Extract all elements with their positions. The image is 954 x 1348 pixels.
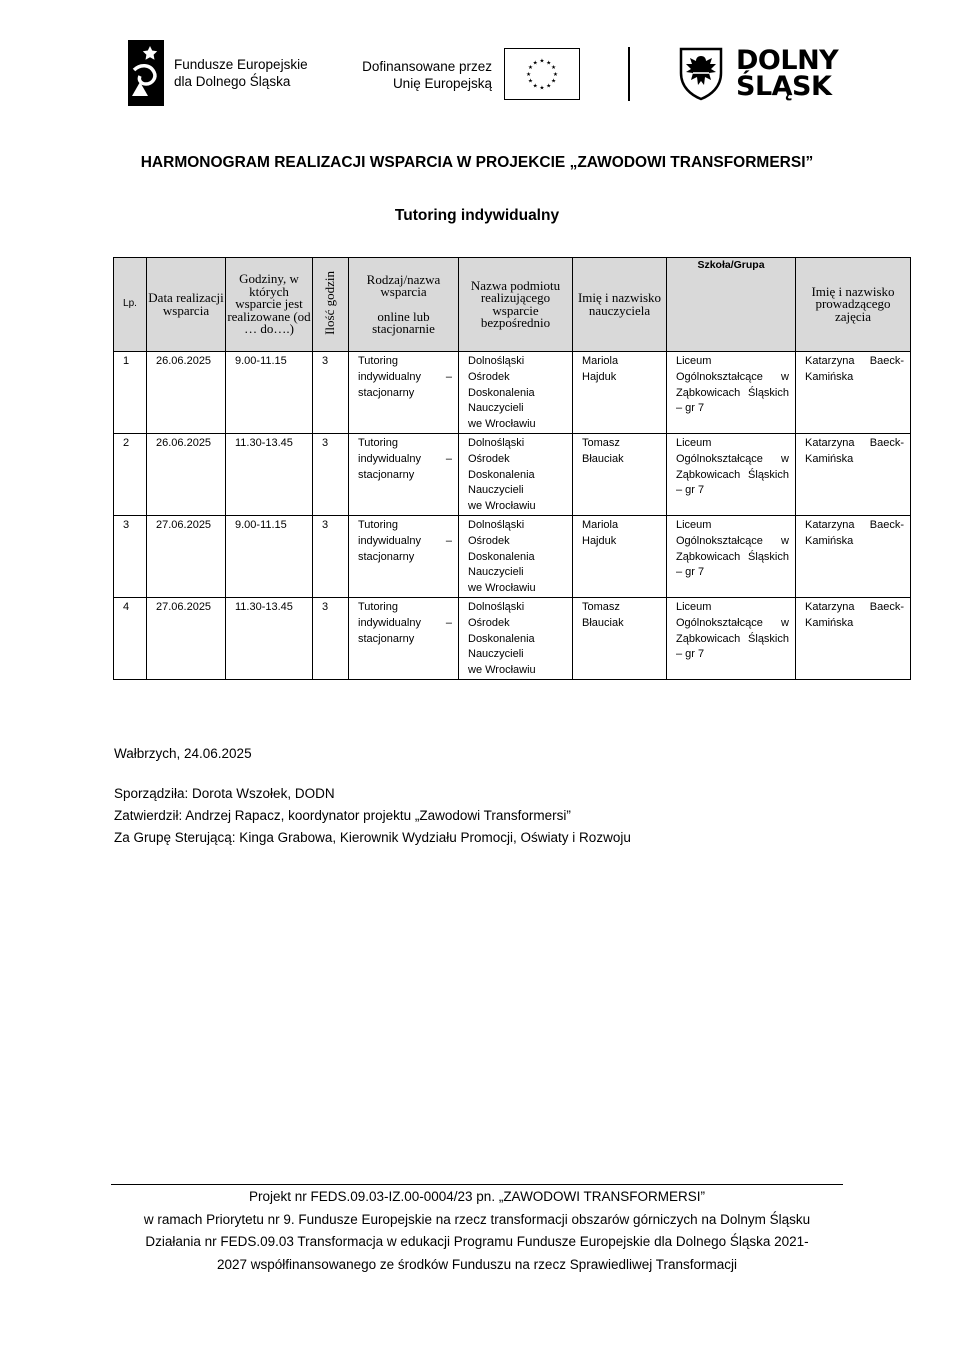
schedule-table — [113, 257, 911, 680]
logo-separator — [628, 47, 630, 101]
header-hours: Godziny, w których wsparcie jest realizowane (od … do….) — [226, 258, 313, 352]
cell-type — [349, 597, 459, 679]
svg-text:★: ★ — [550, 78, 557, 85]
fe-emblem-icon — [128, 40, 164, 106]
svg-text:★: ★ — [539, 58, 545, 65]
cell-entity-line: Nauczycieli — [468, 484, 524, 497]
approved-by: Zatwierdził: Andrzej Rapacz, koordynator projektu „Zawodowi Transformersi” — [114, 808, 571, 823]
cell-entity-line: Ośrodek — [468, 534, 510, 547]
cell-entity-line: Nauczycieli — [468, 648, 524, 661]
cell-type — [349, 433, 459, 515]
cell-teacher — [573, 433, 667, 515]
cell-teacher-line: Hajduk — [582, 370, 617, 383]
cell-instructor-line: Kamińska — [805, 534, 854, 547]
cell-hours: 11.30-13.45 — [226, 433, 313, 515]
cell-school-line: Ząbkowicach Śląskich — [676, 468, 789, 481]
cell-teacher-line: Hajduk — [582, 534, 617, 547]
cell-type-line: indywidualny – — [358, 616, 452, 629]
cell-school-line: – gr 7 — [676, 402, 705, 415]
cell-instructor — [796, 352, 911, 434]
header-school: Szkoła/Grupa — [667, 258, 796, 352]
svg-text:★: ★ — [546, 60, 552, 67]
cell-entity-line: Dolnośląski — [468, 518, 525, 531]
eu-logo — [348, 48, 580, 102]
cell-entity-line: Dolnośląski — [468, 355, 525, 367]
eu-line1: Dofinansowane przez — [362, 59, 492, 74]
fe-line1: Fundusze Europejskie — [174, 57, 308, 72]
svg-text:★: ★ — [525, 71, 532, 78]
cell-entity-line: Doskonalenia — [468, 468, 535, 481]
cell-school-line: Liceum — [676, 355, 712, 367]
footer-line-3: Działania nr FEDS.09.03 Transformacja w edukacji Programu Fundusze Europejskie dla Dolnego Śląska 2021- — [145, 1234, 809, 1249]
cell-teacher-line: Błauciak — [582, 452, 624, 465]
cell-school-line: Ząbkowicach Śląskich — [676, 632, 789, 645]
fe-logo-text — [174, 56, 308, 90]
cell-type-line: Tutoring — [358, 518, 398, 531]
cell-school-line: Liceum — [676, 436, 712, 449]
cell-type-line: Tutoring — [358, 600, 398, 613]
header-count-label: Ilość godzin — [322, 271, 338, 336]
cell-type-line: indywidualny – — [358, 534, 452, 547]
cell-instructor-line: Kamińska — [805, 616, 854, 629]
cell-date: 26.06.2025 — [147, 433, 226, 515]
cell-type-line: Tutoring — [358, 355, 398, 367]
header-instructor: Imię i nazwisko prowadzącego zajęcia — [796, 258, 911, 352]
prepared-by: Sporządziła: Dorota Wszołek, DODN — [114, 786, 335, 801]
cell-entity-line: Ośrodek — [468, 616, 510, 629]
table-row — [114, 352, 911, 434]
cell-type-line: stacjonarny — [358, 550, 415, 563]
cell-instructor — [796, 515, 911, 597]
table-row — [114, 597, 911, 679]
cell-instructor-line: Katarzyna Baeck- — [805, 355, 904, 367]
cell-hours: 9.00-11.15 — [226, 515, 313, 597]
cell-date: 26.06.2025 — [147, 352, 226, 434]
header-count — [313, 258, 349, 352]
cell-school — [667, 515, 796, 597]
cell-date: 27.06.2025 — [147, 515, 226, 597]
svg-text:★: ★ — [552, 71, 559, 78]
cell-type — [349, 515, 459, 597]
header-type — [349, 258, 459, 352]
cell-school — [667, 352, 796, 434]
cell-count: 3 — [313, 597, 349, 679]
cell-entity — [459, 597, 573, 679]
header-entity: Nazwa podmiotu realizującego wsparcie bezpośrednio — [459, 258, 573, 352]
cell-hours: 11.30-13.45 — [226, 597, 313, 679]
table-header-row — [114, 258, 911, 352]
cell-school-line: – gr 7 — [676, 648, 705, 661]
cell-school-line: – gr 7 — [676, 566, 705, 579]
cell-entity — [459, 515, 573, 597]
cell-entity — [459, 433, 573, 515]
header-teacher: Imię i nazwisko nauczyciela — [573, 258, 667, 352]
document-title: HARMONOGRAM REALIZACJI WSPARCIA W PROJEKCIE „ZAWODOWI TRANSFORMERSI” — [140, 154, 814, 171]
eu-flag-icon — [504, 48, 580, 100]
cell-entity-line: Dolnośląski — [468, 600, 525, 613]
dolny-slask-logo — [678, 46, 848, 104]
cell-type-line: Tutoring — [358, 436, 398, 449]
cell-entity-line: Doskonalenia — [468, 386, 535, 399]
cell-school-line: – gr 7 — [676, 484, 705, 497]
cell-type-line: stacjonarny — [358, 468, 415, 481]
table-row — [114, 515, 911, 597]
cell-instructor-line: Katarzyna Baeck- — [805, 518, 904, 531]
footer-line-4: 2027 współfinansowanego ze środków Funduszu na rzecz Sprawiedliwej Transformacji — [216, 1256, 737, 1272]
footer-divider — [111, 1184, 843, 1185]
cell-teacher-line: Mariola — [582, 355, 619, 367]
cell-school-line: Ogólnokształcące w — [676, 534, 789, 547]
cell-instructor-line: Kamińska — [805, 452, 854, 465]
cell-type-line: stacjonarny — [358, 386, 415, 399]
header-lp: Lp. — [114, 258, 147, 352]
cell-lp: 3 — [114, 515, 147, 597]
cell-entity-line: Ośrodek — [468, 370, 510, 383]
ds-line1: DOLNY — [736, 45, 839, 76]
cell-entity-line: we Wrocławiu — [468, 582, 536, 595]
cell-hours: 9.00-11.15 — [226, 352, 313, 434]
fe-line2: dla Dolnego Śląska — [174, 74, 291, 89]
cell-entity-line: we Wrocławiu — [468, 664, 536, 677]
cell-school-line: Ogólnokształcące w — [676, 452, 789, 465]
cell-lp: 2 — [114, 433, 147, 515]
cell-school-line: Liceum — [676, 600, 712, 613]
fe-logo — [128, 40, 328, 108]
cell-school-line: Ogólnokształcące w — [676, 616, 789, 629]
cell-teacher — [573, 515, 667, 597]
eagle-shield-icon — [678, 46, 724, 102]
footer-line-2: w ramach Priorytetu nr 9. Fundusze Europejskie na rzecz transformacji obszarów górniczych na Dolnym Śląsku — [143, 1211, 811, 1227]
cell-entity — [459, 352, 573, 434]
cell-instructor-line: Kamińska — [805, 370, 854, 383]
cell-teacher — [573, 352, 667, 434]
cell-entity-line: Nauczycieli — [468, 566, 524, 579]
cell-type-line: indywidualny – — [358, 452, 452, 465]
header-type-top: Rodzaj/nazwa wsparcia — [366, 271, 441, 299]
svg-text:★: ★ — [550, 65, 557, 72]
cell-entity-line: Nauczycieli — [468, 402, 524, 415]
cell-type — [349, 352, 459, 434]
cell-school-line: Ząbkowicach Śląskich — [676, 550, 789, 563]
cell-instructor-line: Katarzyna Baeck- — [805, 436, 904, 449]
cell-entity-line: we Wrocławiu — [468, 500, 536, 513]
svg-text:★: ★ — [532, 83, 538, 90]
cell-date: 27.06.2025 — [147, 597, 226, 679]
steering-group: Za Grupę Sterującą: Kinga Grabowa, Kierownik Wydziału Promocji, Oświaty i Rozwoju — [114, 830, 631, 845]
cell-entity-line: Doskonalenia — [468, 632, 535, 645]
document-subtitle: Tutoring indywidualny — [394, 207, 560, 224]
cell-lp: 1 — [114, 352, 147, 434]
eu-logo-text — [362, 58, 492, 92]
cell-type-line: indywidualny – — [358, 370, 452, 383]
svg-text:★: ★ — [527, 78, 534, 85]
cell-teacher-line: Tomasz — [582, 600, 620, 613]
cell-school-line: Ogólnokształcące w — [676, 370, 789, 383]
footer-line-1: Projekt nr FEDS.09.03-IZ.00-0004/23 pn. „ZAWODOWI TRANSFORMERSI” — [248, 1189, 706, 1204]
cell-teacher — [573, 597, 667, 679]
footer — [0, 1186, 954, 1276]
table-row — [114, 433, 911, 515]
cell-instructor-line: Katarzyna Baeck- — [805, 600, 904, 613]
cell-entity-line: Doskonalenia — [468, 550, 535, 563]
cell-school — [667, 433, 796, 515]
cell-count: 3 — [313, 352, 349, 434]
svg-text:★: ★ — [532, 60, 538, 67]
svg-text:★: ★ — [539, 85, 545, 92]
cell-entity-line: Ośrodek — [468, 452, 510, 465]
cell-school — [667, 597, 796, 679]
eu-line2: Unię Europejską — [392, 76, 492, 91]
header-date: Data realizacji wsparcia — [147, 258, 226, 352]
cell-count: 3 — [313, 433, 349, 515]
ds-line2: ŚLĄSK — [736, 71, 832, 102]
ds-logo-text — [736, 45, 839, 102]
svg-text:★: ★ — [546, 83, 552, 90]
cell-lp: 4 — [114, 597, 147, 679]
cell-instructor — [796, 597, 911, 679]
cell-entity-line: Dolnośląski — [468, 436, 525, 449]
cell-school-line: Liceum — [676, 518, 712, 531]
cell-teacher-line: Tomasz — [582, 436, 620, 449]
cell-teacher-line: Mariola — [582, 518, 619, 531]
cell-school-line: Ząbkowicach Śląskich — [676, 386, 789, 399]
svg-text:★: ★ — [527, 65, 534, 72]
cell-count: 3 — [313, 515, 349, 597]
cell-entity-line: we Wrocławiu — [468, 418, 536, 431]
place-date: Wałbrzych, 24.06.2025 — [114, 746, 252, 761]
header-type-bottom: online lub stacjonarnie — [372, 308, 435, 336]
cell-teacher-line: Błauciak — [582, 616, 624, 629]
cell-type-line: stacjonarny — [358, 632, 415, 645]
cell-instructor — [796, 433, 911, 515]
